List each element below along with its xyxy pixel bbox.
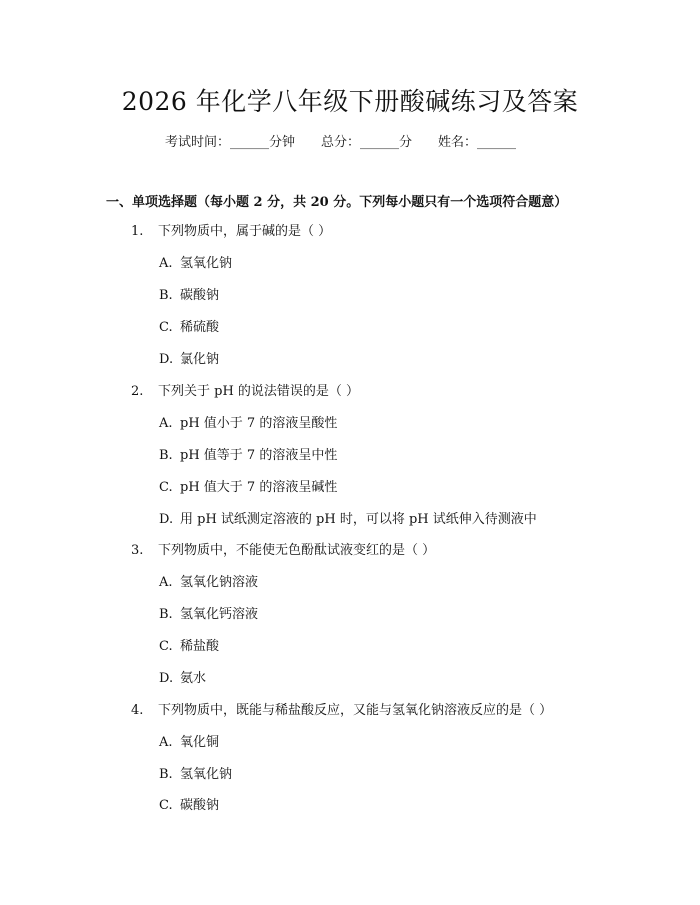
page-title: 2026 年化学八年级下册酸碱练习及答案 bbox=[121, 87, 579, 116]
section-heading: 一、单项选择题（每小题 2 分，共 20 分。下列每小题只有一个选项符合题意） bbox=[106, 195, 568, 210]
question-3-option-d bbox=[159, 671, 206, 687]
option-text: 用 pH 试纸测定溶液的 pH 时，可以将 pH 试纸伸入待测液中 bbox=[180, 512, 537, 527]
question-text: 下列关于 pH 的说法错误的是（ ） bbox=[158, 384, 360, 399]
question-4-option-a bbox=[159, 735, 219, 751]
question-1-option-a bbox=[159, 256, 232, 272]
question-number: 1. bbox=[131, 224, 144, 239]
option-letter: B. bbox=[159, 448, 173, 463]
name-field: 姓名：______ bbox=[438, 135, 517, 150]
question-1-option-c bbox=[159, 320, 219, 336]
option-letter: B. bbox=[159, 767, 173, 782]
option-text: pH 值等于 7 的溶液呈中性 bbox=[180, 448, 338, 463]
question-number: 2. bbox=[131, 384, 144, 399]
option-letter: D. bbox=[159, 512, 174, 527]
option-text: 稀盐酸 bbox=[180, 639, 220, 654]
question-2 bbox=[131, 384, 359, 400]
option-letter: D. bbox=[159, 352, 174, 367]
option-letter: A. bbox=[159, 256, 173, 271]
option-letter: D. bbox=[159, 671, 174, 686]
option-text: pH 值小于 7 的溶液呈酸性 bbox=[180, 416, 338, 431]
option-text: 氢氧化钠 bbox=[180, 256, 233, 271]
option-letter: B. bbox=[159, 607, 173, 622]
total-score-field: 总分：______分 bbox=[321, 135, 413, 150]
option-text: 氧化铜 bbox=[180, 735, 220, 750]
exam-time-field: 考试时间：______分钟 bbox=[165, 135, 296, 150]
question-1-option-b bbox=[159, 288, 219, 304]
question-2-option-c bbox=[159, 480, 337, 496]
question-2-option-b bbox=[159, 448, 337, 464]
question-text: 下列物质中，不能使无色酚酞试液变红的是（ ） bbox=[158, 543, 436, 558]
option-letter: C. bbox=[159, 639, 173, 654]
question-3-option-c bbox=[159, 639, 219, 655]
option-text: 碳酸钠 bbox=[180, 798, 220, 813]
option-text: pH 值大于 7 的溶液呈碱性 bbox=[180, 480, 338, 495]
question-4-option-c bbox=[159, 798, 219, 814]
option-letter: C. bbox=[159, 798, 173, 813]
question-4 bbox=[131, 703, 552, 719]
question-3-option-a bbox=[159, 575, 258, 591]
question-number: 4. bbox=[131, 703, 144, 718]
question-1 bbox=[131, 224, 331, 240]
question-text: 下列物质中，属于碱的是（ ） bbox=[158, 224, 332, 239]
option-letter: C. bbox=[159, 480, 173, 495]
option-text: 碳酸钠 bbox=[180, 288, 220, 303]
option-text: 氢氧化钙溶液 bbox=[180, 607, 259, 622]
option-text: 氨水 bbox=[180, 671, 207, 686]
question-number: 3. bbox=[131, 543, 144, 558]
exam-info-line bbox=[165, 131, 516, 150]
question-3-option-b bbox=[159, 607, 258, 623]
question-1-option-d bbox=[159, 352, 219, 368]
option-letter: B. bbox=[159, 288, 173, 303]
option-text: 稀硫酸 bbox=[180, 320, 220, 335]
option-letter: A. bbox=[159, 735, 173, 750]
option-text: 氯化钠 bbox=[180, 352, 220, 367]
option-letter: C. bbox=[159, 320, 173, 335]
option-text: 氢氧化钠 bbox=[180, 767, 233, 782]
option-letter: A. bbox=[159, 416, 173, 431]
option-letter: A. bbox=[159, 575, 173, 590]
question-2-option-a bbox=[159, 416, 337, 432]
question-3 bbox=[131, 543, 435, 559]
question-2-option-d bbox=[159, 512, 537, 528]
question-text: 下列物质中，既能与稀盐酸反应，又能与氢氧化钠溶液反应的是（ ） bbox=[158, 703, 553, 718]
question-4-option-b bbox=[159, 767, 232, 783]
option-text: 氢氧化钠溶液 bbox=[180, 575, 259, 590]
